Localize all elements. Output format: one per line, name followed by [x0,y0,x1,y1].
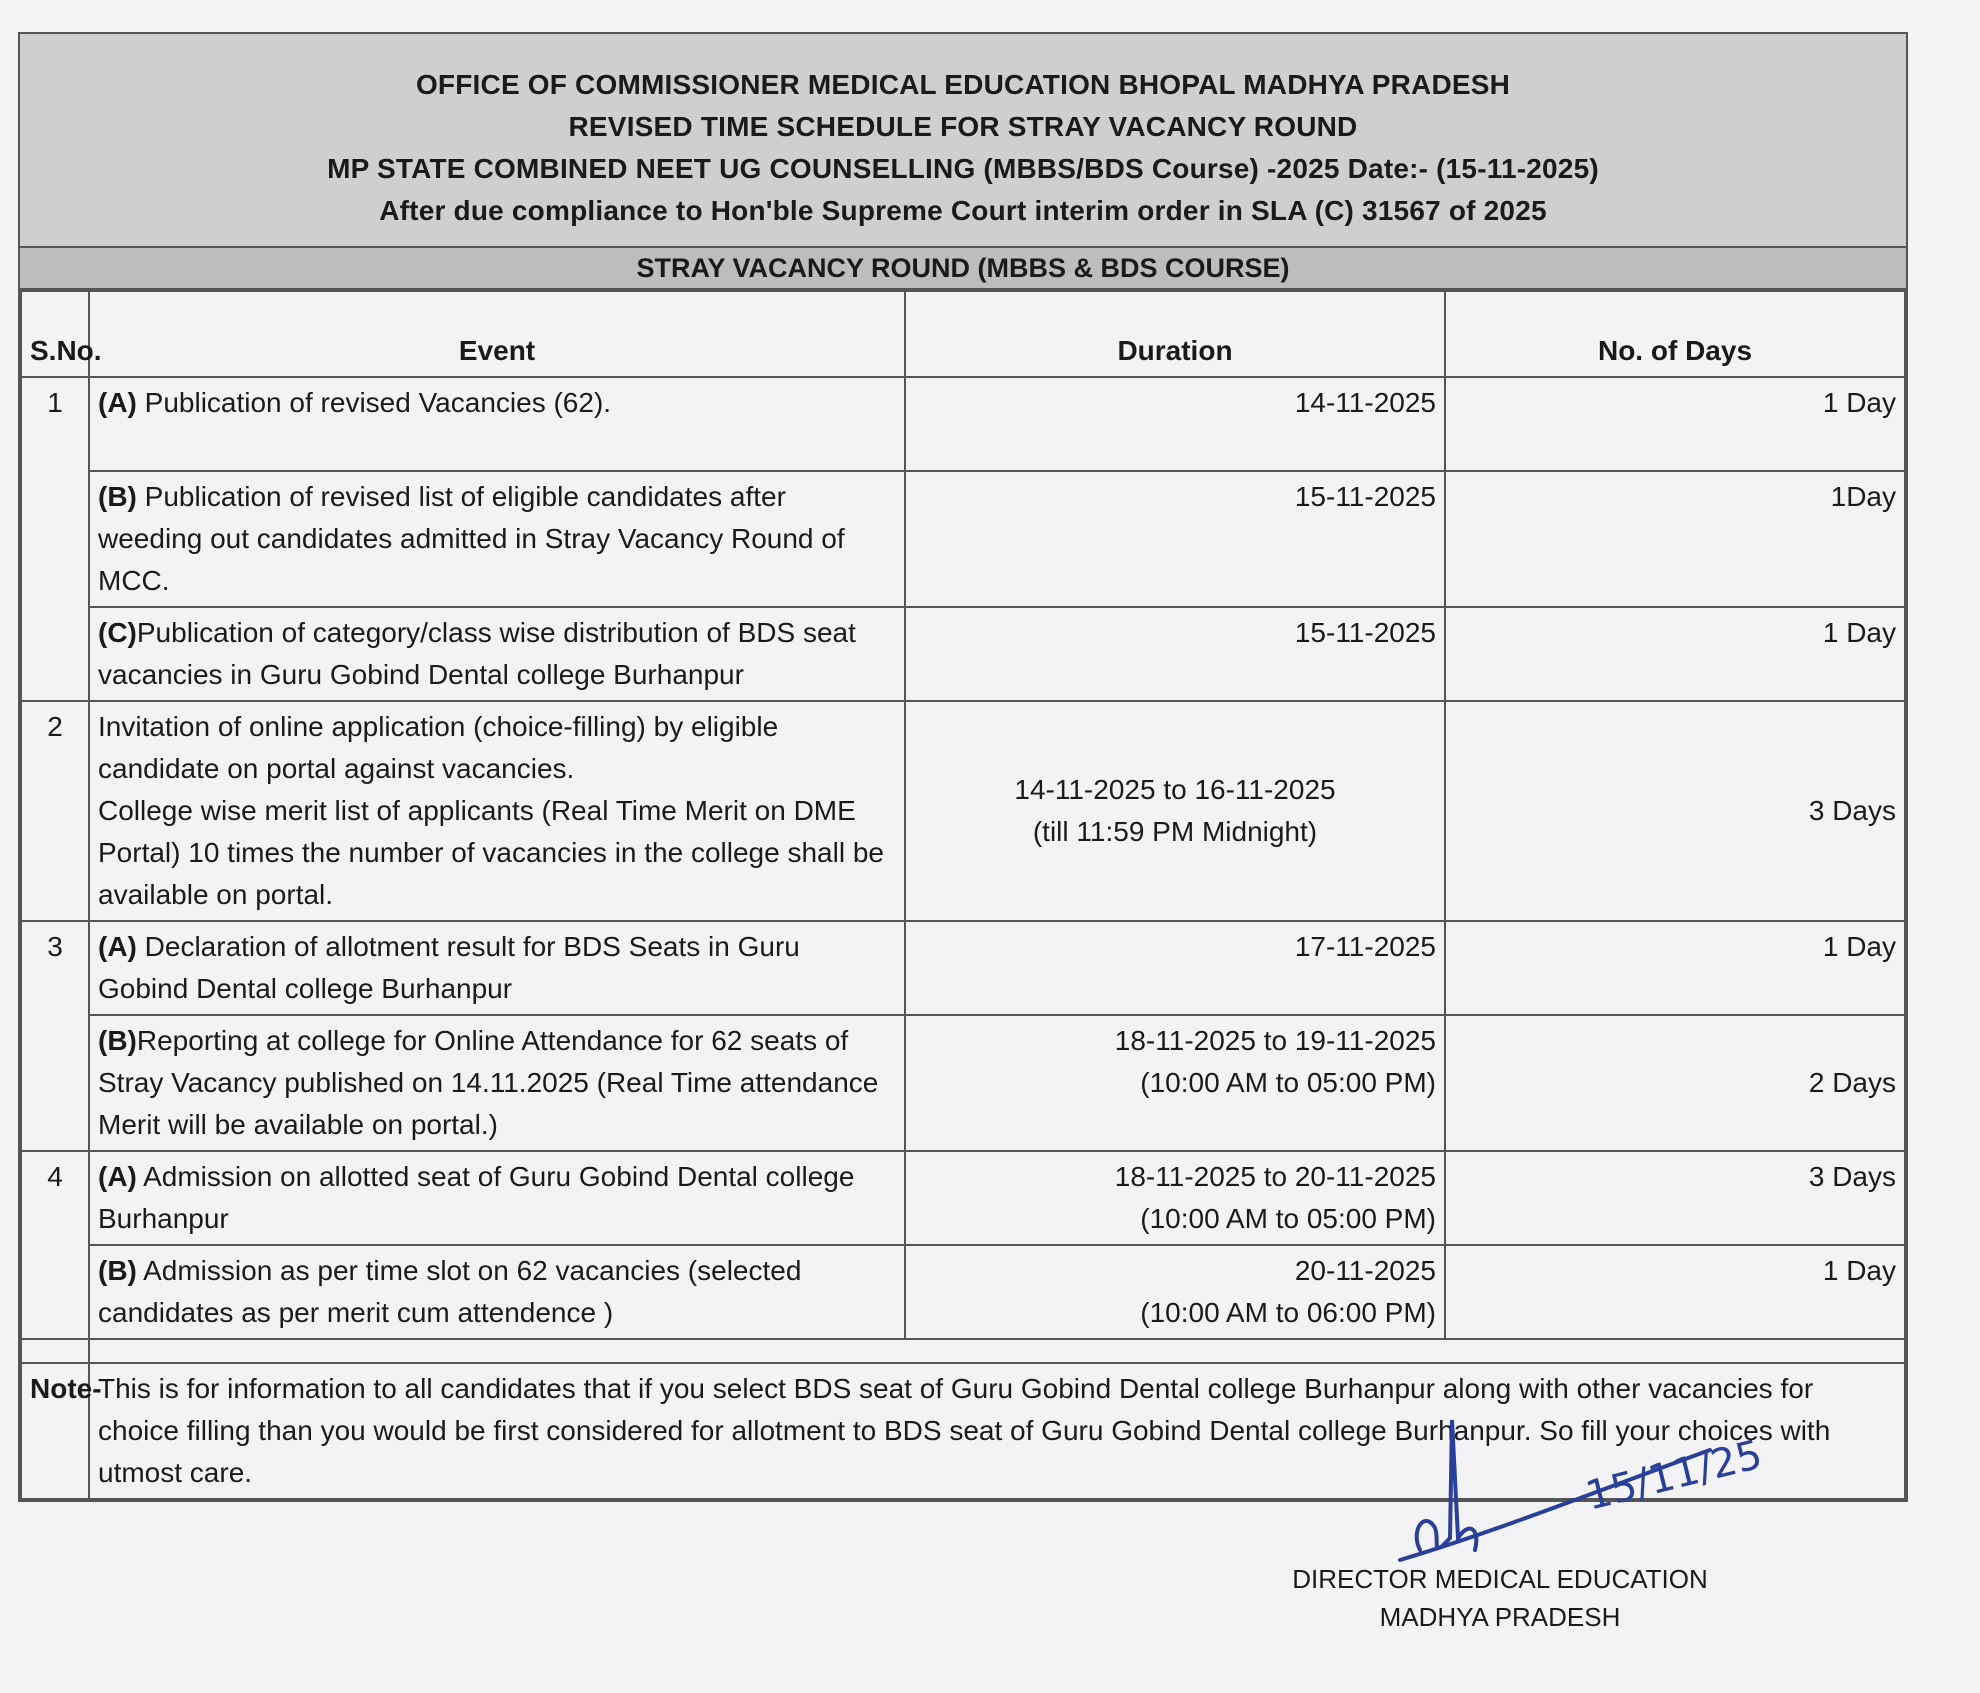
col-duration-header: Duration [905,291,1445,377]
table-row [21,1151,1905,1245]
duration-cell [905,1015,1445,1151]
table-row [21,701,1905,921]
col-days-header: No. of Days [1445,291,1905,377]
table-row [21,921,1905,1015]
duration-cell: 14-11-2025 [905,377,1445,471]
table-row [21,471,1905,607]
event-text: College wise merit list of applicants (Real Time Merit on DME Portal) 10 times the number of vacancies in the college shall be available on portal. [98,795,884,910]
duration-time: (10:00 AM to 05:00 PM) [1140,1067,1436,1098]
note-text: This is for information to all candidates that if you select BDS seat of Guru Gobind Dental college Burhanpur along with other vacancies for choice filling than you would be first considered for allotment to BDS seat of Guru Gobind Dental college Burhanpur. So fill your choices with utmost care. [89,1363,1905,1499]
event-cell [89,1245,905,1339]
signatory-designation: DIRECTOR MEDICAL EDUCATION [1292,1564,1708,1594]
spacer-row [21,1339,1905,1363]
spacer-cell [89,1339,1905,1363]
header-schedule-line: REVISED TIME SCHEDULE FOR STRAY VACANCY ROUND [568,111,1358,142]
event-tag: (A) [98,387,137,418]
event-text: Reporting at college for Online Attendance for 62 seats of Stray Vacancy published on 14.11.2025 (Real Time attendance Merit will be available on portal.) [98,1025,879,1140]
event-text: Admission on allotted seat of Guru Gobind Dental college Burhanpur [98,1161,855,1234]
round-title: STRAY VACANCY ROUND (MBBS & BDS COURSE) [20,248,1906,290]
duration-cell [905,1151,1445,1245]
event-tag: (B) [98,481,137,512]
event-tag: (A) [98,1161,137,1192]
signatory-state: MADHYA PRADESH [1379,1602,1621,1632]
note-label: Note- [21,1363,89,1499]
event-cell [89,701,905,921]
table-row [21,377,1905,471]
event-text: Invitation of online application (choice-filling) by eligible candidate on portal against vacancies. [98,711,779,784]
days-cell: 1 Day [1445,921,1905,1015]
header-office-line: OFFICE OF COMMISSIONER MEDICAL EDUCATION BHOPAL MADHYA PRADESH [415,69,1511,100]
sno-cell: 2 [21,701,89,921]
days-cell: 2 Days [1445,1015,1905,1151]
table-header-row [21,291,1905,377]
duration-time: (till 11:59 PM Midnight) [1032,816,1318,847]
signature-block [1240,1410,1767,1670]
event-cell [89,377,905,471]
spacer-cell [21,1339,89,1363]
signatory-title [1240,1560,1760,1636]
duration-cell: 15-11-2025 [905,471,1445,607]
header-court-order-line: After due compliance to Hon'ble Supreme Court interim order in SLA (C) 31567 of 2025 [379,195,1547,226]
duration-time: (10:00 AM to 06:00 PM) [1140,1297,1436,1328]
col-event-header: Event [89,291,905,377]
duration-cell [905,701,1445,921]
event-text: Admission as per time slot on 62 vacancies (selected candidates as per merit cum attendence ) [98,1255,802,1328]
event-cell [89,921,905,1015]
sno-cell: 4 [21,1151,89,1339]
duration-cell: 17-11-2025 [905,921,1445,1015]
days-cell: 1Day [1445,471,1905,607]
event-text: Publication of category/class wise distribution of BDS seat vacancies in Guru Gobind Dental college Burhanpur [98,617,856,690]
event-tag: (A) [98,931,137,962]
days-cell: 1 Day [1445,1245,1905,1339]
event-tag: (C) [98,617,137,648]
event-cell [89,1151,905,1245]
table-row [21,607,1905,701]
event-tag: (B) [98,1025,137,1056]
duration-cell [905,1245,1445,1339]
duration-range: 14-11-2025 to 16-11-2025 [1014,774,1336,805]
handwritten-date: 15/11/25 [1581,1431,1767,1520]
schedule-document [18,32,1908,1502]
document-header [20,34,1906,248]
event-cell [89,1015,905,1151]
duration-cell: 15-11-2025 [905,607,1445,701]
event-cell [89,607,905,701]
event-text: Declaration of allotment result for BDS Seats in Guru Gobind Dental college Burhanpur [98,931,800,1004]
duration-range: 18-11-2025 to 20-11-2025 [1114,1161,1436,1192]
days-cell: 1 Day [1445,377,1905,471]
sno-cell: 3 [21,921,89,1151]
days-cell: 1 Day [1445,607,1905,701]
table-row [21,1245,1905,1339]
days-cell: 3 Days [1445,701,1905,921]
days-cell: 3 Days [1445,1151,1905,1245]
handwritten-signature [1380,1410,1767,1570]
event-tag: (B) [98,1255,137,1286]
header-counselling-line: MP STATE COMBINED NEET UG COUNSELLING (MBBS/BDS Course) -2025 Date:- (15-11-2025) [327,153,1599,184]
event-text: Publication of revised list of eligible candidates after weeding out candidates admitted in Stray Vacancy Round of MCC. [98,481,845,596]
duration-range: 18-11-2025 to 19-11-2025 [1114,1025,1436,1056]
event-text: Publication of revised Vacancies (62). [136,387,612,418]
sno-cell: 1 [21,377,89,701]
col-sno-header: S.No. [21,291,89,377]
table-row [21,1015,1905,1151]
schedule-table [20,290,1906,1500]
duration-range: 20-11-2025 [1294,1255,1436,1286]
duration-time: (10:00 AM to 05:00 PM) [1140,1203,1436,1234]
event-cell [89,471,905,607]
